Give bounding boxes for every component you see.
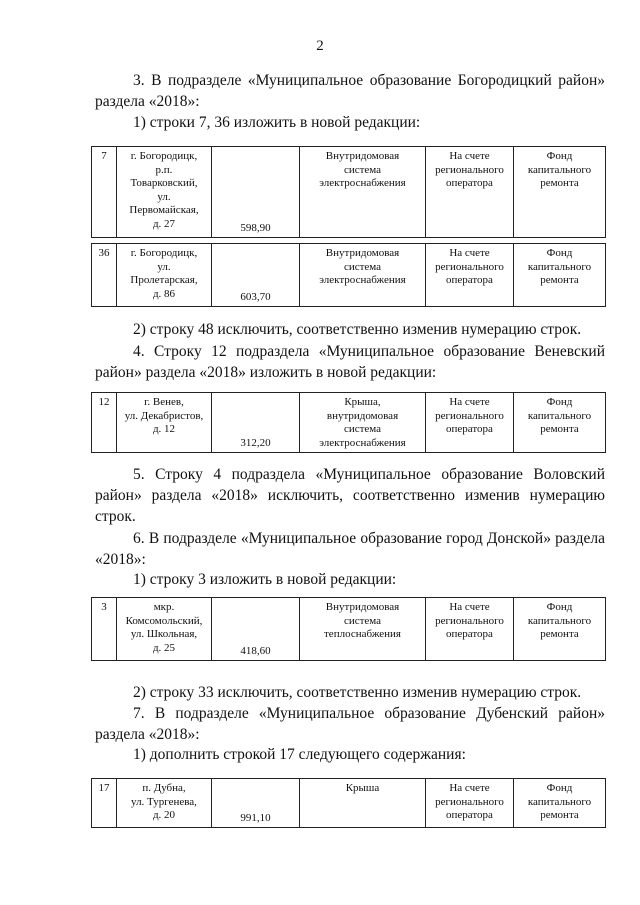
cost-cell: 603,70 [212,244,300,307]
paragraph-section-6: 6. В подразделе «Муниципальное образование город Донской» раздела «2018»: [95,530,605,568]
paragraph-section-4: 4. Строку 12 подраздела «Муниципальное образование Веневский район» раздела «2018» изложить в новой редакции: [95,343,605,381]
account-cell: На счете регионального оператора [426,147,514,238]
row-number: 7 [92,147,117,238]
table-row-12 [91,392,606,453]
paragraph-section-6-item-2: 2) строку 33 исключить, соответственно изменив нумерацию строк. [133,684,582,701]
fund-cell: Фонд капитального ремонта [514,393,606,453]
table-row-3 [91,597,606,661]
paragraph-section-3: 3. В подразделе «Муниципальное образование Богородицкий район» раздела «2018»: [95,72,605,110]
paragraph-section-5: 5. Строку 4 подраздела «Муниципальное образование Воловский район» раздела «2018» исключить, соответственно изменив нумерацию строк. [95,466,605,525]
paragraph-section-3-item-1: 1) строки 7, 36 изложить в новой редакции: [133,114,421,131]
cost-cell: 312,20 [212,393,300,453]
address-cell: г. Венев, ул. Декабристов, д. 12 [117,393,212,453]
fund-cell: Фонд капитального ремонта [514,244,606,307]
table-row-17 [91,778,606,828]
row-number: 12 [92,393,117,453]
account-cell: На счете регионального оператора [426,244,514,307]
fund-cell: Фонд капитального ремонта [514,598,606,661]
page-number: 2 [316,38,324,54]
cost-cell: 418,60 [212,598,300,661]
cost-cell: 991,10 [212,779,300,828]
address-cell: г. Богородицк, р.п. Товарковский, ул. Первомайская, д. 27 [117,147,212,238]
row-number: 17 [92,779,117,828]
account-cell: На счете регионального оператора [426,598,514,661]
row-number: 36 [92,244,117,307]
paragraph-section-6-item-1: 1) строку 3 изложить в новой редакции: [133,571,397,588]
paragraph-section-7-item-1: 1) дополнить строкой 17 следующего содержания: [133,746,466,763]
fund-cell: Фонд капитального ремонта [514,147,606,238]
paragraph-section-3-item-2: 2) строку 48 исключить, соответственно изменив нумерацию строк. [133,321,582,338]
work-type-cell: Крыша, внутридомовая система электроснабжения [300,393,426,453]
cost-cell: 598,90 [212,147,300,238]
address-cell: г. Богородицк, ул. Пролетарская, д. 86 [117,244,212,307]
account-cell: На счете регионального оператора [426,779,514,828]
table-row-36 [91,243,606,307]
work-type-cell: Крыша [300,779,426,828]
address-cell: п. Дубна, ул. Тургенева, д. 20 [117,779,212,828]
account-cell: На счете регионального оператора [426,393,514,453]
paragraph-section-7: 7. В подразделе «Муниципальное образование Дубенский район» раздела «2018»: [95,705,605,743]
fund-cell: Фонд капитального ремонта [514,779,606,828]
work-type-cell: Внутридомовая система электроснабжения [300,147,426,238]
row-number: 3 [92,598,117,661]
work-type-cell: Внутридомовая система электроснабжения [300,244,426,307]
work-type-cell: Внутридомовая система теплоснабжения [300,598,426,661]
table-row-7 [91,146,606,238]
address-cell: мкр. Комсомольский, ул. Школьная, д. 25 [117,598,212,661]
